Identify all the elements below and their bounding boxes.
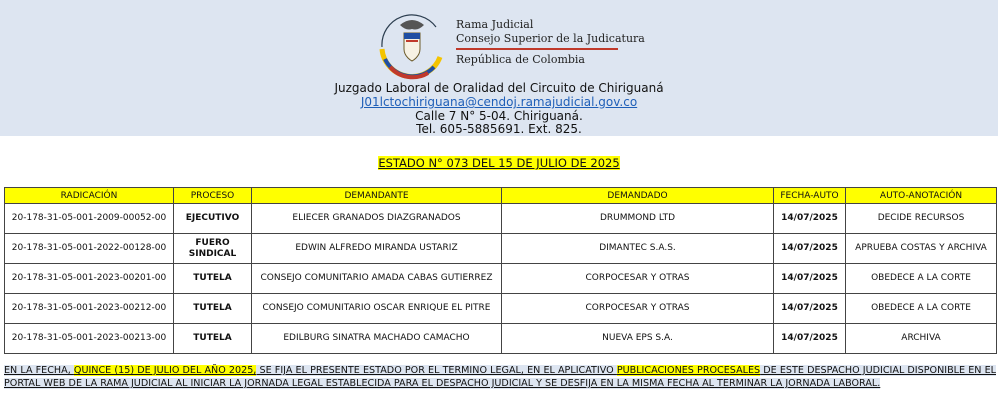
cell-fecha-auto: 14/07/2025	[774, 324, 846, 354]
cell-demandado: CORPOCESAR Y OTRAS	[502, 264, 774, 294]
cell-radicacion: 20-178-31-05-001-2023-00212-00	[5, 294, 174, 324]
cell-fecha-auto: 14/07/2025	[774, 264, 846, 294]
table-row	[5, 264, 997, 294]
column-header-auto-anotacion: AUTO-ANOTACIÓN	[846, 188, 997, 204]
column-header-radicacion: RADICACIÓN	[5, 188, 174, 204]
notice-date-highlight: QUINCE (15) DE JULIO DEL AÑO 2025,	[73, 365, 257, 376]
table-header-row	[5, 188, 997, 204]
cell-proceso: TUTELA	[174, 294, 252, 324]
table-row	[5, 234, 997, 264]
cell-radicacion: 20-178-31-05-001-2023-00213-00	[5, 324, 174, 354]
notice-text-3: DE ESTE DESPACHO JUDICIAL DISPONIBLE EN EL PORTAL WEB DE LA RAMA JUDICIAL AL INICIAR LA JORNADA LEGAL ESTABLECIDA PARA EL DESPACHO JUDICIAL Y SE DESFIJA EN LA MISMA FECHA AL TERMINAR LA JORNADA LABORAL.	[4, 365, 996, 389]
cell-proceso: FUERO SINDICAL	[174, 234, 252, 264]
cell-auto-anotacion: ARCHIVA	[846, 324, 997, 354]
cell-demandado: DIMANTEC S.A.S.	[502, 234, 774, 264]
estado-title	[0, 156, 998, 170]
fijacion-notice	[4, 364, 996, 390]
table-row	[5, 294, 997, 324]
cell-auto-anotacion: DECIDE RECURSOS	[846, 204, 997, 234]
table-row	[5, 204, 997, 234]
estado-title-text: ESTADO N° 073 DEL 15 DE JULIO DE 2025	[378, 156, 620, 170]
cell-demandado: DRUMMOND LTD	[502, 204, 774, 234]
notice-text-2: SE FIJA EL PRESENTE ESTADO POR EL TERMINO LEGAL, EN EL APLICATIVO	[256, 365, 617, 376]
cell-auto-anotacion: APRUEBA COSTAS Y ARCHIVA	[846, 234, 997, 264]
cell-proceso: TUTELA	[174, 324, 252, 354]
cell-fecha-auto: 14/07/2025	[774, 204, 846, 234]
cell-demandante: CONSEJO COMUNITARIO AMADA CABAS GUTIERREZ	[252, 264, 502, 294]
estado-table	[4, 187, 997, 354]
cell-proceso: EJECUTIVO	[174, 204, 252, 234]
cell-demandante: ELIECER GRANADOS DIAZGRANADOS	[252, 204, 502, 234]
brand-block	[456, 18, 645, 67]
cell-auto-anotacion: OBEDECE A LA CORTE	[846, 294, 997, 324]
court-address: Calle 7 N° 5-04. Chiriguaná.	[415, 109, 583, 123]
table-row	[5, 324, 997, 354]
court-email-link[interactable]: J01lctochiriguana@cendoj.ramajudicial.gov.co	[360, 95, 638, 109]
brand-line-1: Rama Judicial	[456, 18, 534, 31]
cell-radicacion: 20-178-31-05-001-2022-00128-00	[5, 234, 174, 264]
colombia-coat-of-arms-icon	[376, 9, 448, 81]
notice-app-highlight: PUBLICACIONES PROCESALES	[616, 365, 761, 376]
notice-text-1: EN LA FECHA,	[4, 365, 74, 376]
cell-demandante: EDWIN ALFREDO MIRANDA USTARIZ	[252, 234, 502, 264]
cell-demandante: CONSEJO COMUNITARIO OSCAR ENRIQUE EL PITRE	[252, 294, 502, 324]
cell-proceso: TUTELA	[174, 264, 252, 294]
cell-radicacion: 20-178-31-05-001-2023-00201-00	[5, 264, 174, 294]
court-name: Juzgado Laboral de Oralidad del Circuito de Chiriguaná	[334, 81, 664, 95]
brand-divider	[456, 48, 618, 50]
cell-fecha-auto: 14/07/2025	[774, 234, 846, 264]
column-header-demandado: DEMANDADO	[502, 188, 774, 204]
cell-auto-anotacion: OBEDECE A LA CORTE	[846, 264, 997, 294]
brand-line-3: República de Colombia	[456, 53, 585, 66]
column-header-demandante: DEMANDANTE	[252, 188, 502, 204]
cell-demandante: EDILBURG SINATRA MACHADO CAMACHO	[252, 324, 502, 354]
court-phone: Tel. 605-5885691. Ext. 825.	[416, 122, 582, 136]
cell-radicacion: 20-178-31-05-001-2009-00052-00	[5, 204, 174, 234]
brand-line-2: Consejo Superior de la Judicatura	[456, 32, 645, 45]
letterhead	[0, 0, 998, 136]
cell-fecha-auto: 14/07/2025	[774, 294, 846, 324]
cell-demandado: NUEVA EPS S.A.	[502, 324, 774, 354]
column-header-fecha-auto: FECHA-AUTO	[774, 188, 846, 204]
column-header-proceso: PROCESO	[174, 188, 252, 204]
cell-demandado: CORPOCESAR Y OTRAS	[502, 294, 774, 324]
